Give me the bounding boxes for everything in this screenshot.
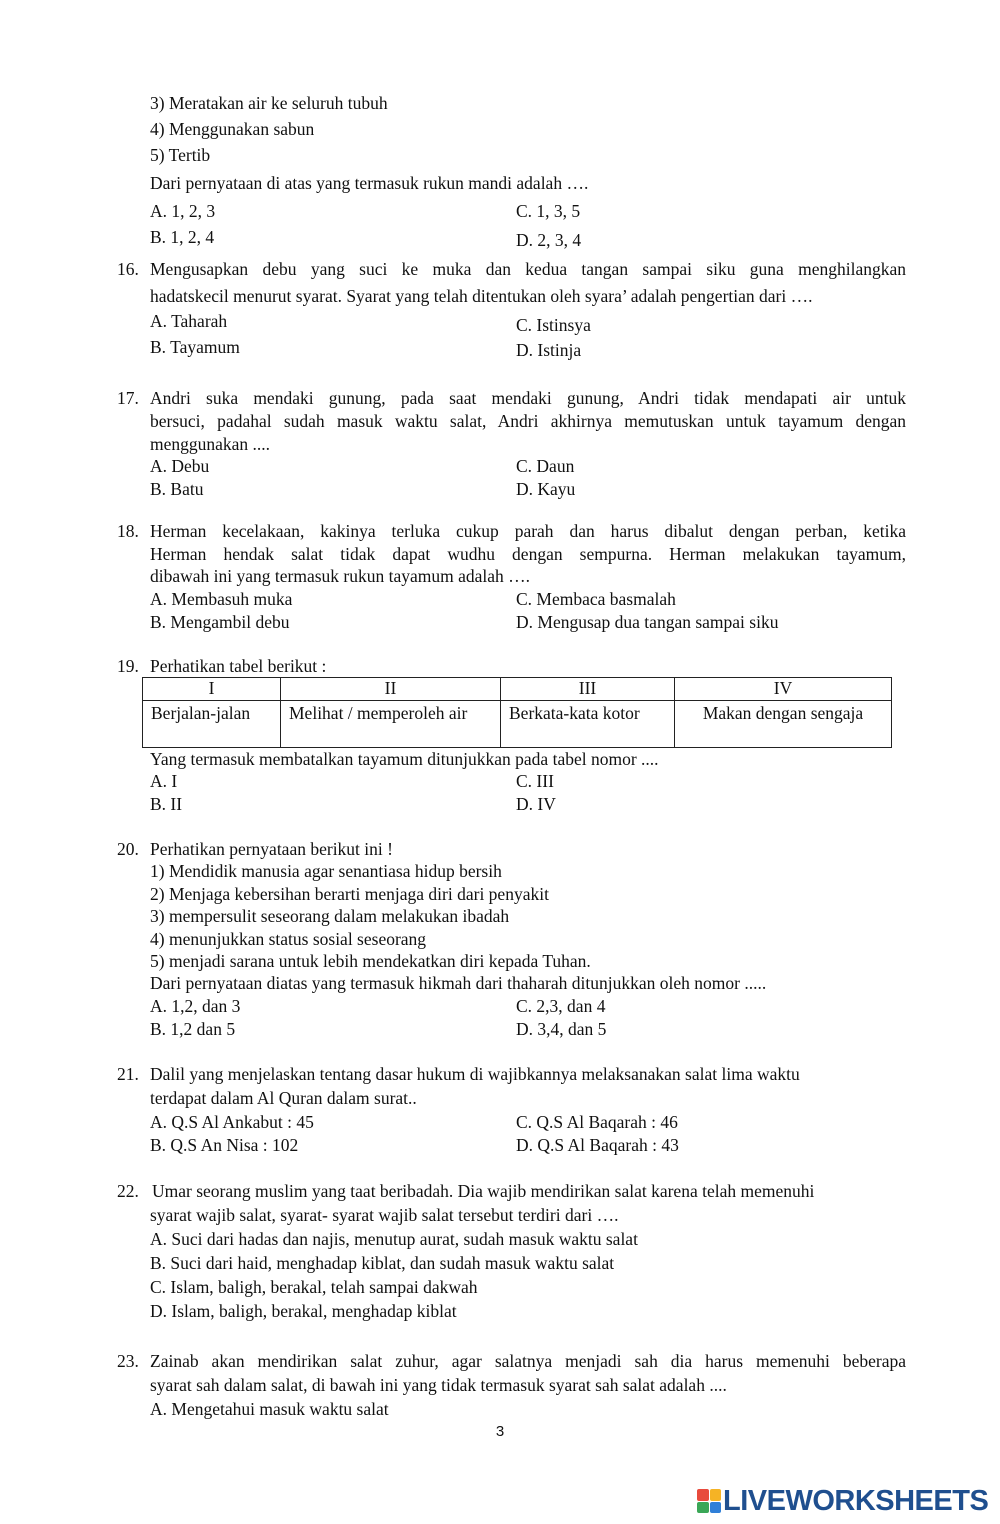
q23-text-line-2: syarat sah dalam salat, di bawah ini yang tidak termasuk syarat sah salat adalah .... (150, 1375, 727, 1395)
q15-item-5: 5) Tertib (150, 145, 211, 165)
q20-option-b[interactable]: B. 1,2 dan 5 (150, 1019, 236, 1039)
logo-square-yellow (710, 1489, 722, 1501)
q20-item-1: 1) Mendidik manusia agar senantiasa hidup bersih (150, 861, 502, 881)
liveworksheets-logo-icon (697, 1489, 721, 1513)
page-number: 3 (495, 1423, 505, 1440)
q19-table-header-4: IV (675, 678, 892, 701)
q19-table-header-1: I (143, 678, 281, 701)
q20-option-c[interactable]: C. 2,3, dan 4 (516, 996, 606, 1016)
q19-table-header-3: III (501, 678, 675, 701)
q18-option-c[interactable]: C. Membaca basmalah (516, 589, 676, 609)
q15-option-b[interactable]: B. 1, 2, 4 (150, 227, 215, 247)
q18-text-line-1: Herman kecelakaan, kakinya terluka cukup parah dan harus dibalut dengan perban, ketika (150, 521, 906, 541)
q23-text-line-1: Zainab akan mendirikan salat zuhur, agar salatnya menjadi sah dia harus memenuhi beberapa (150, 1351, 906, 1371)
q19-table-cell-3: Berkata-kata kotor (501, 701, 675, 748)
q19-number: 19. (117, 656, 139, 676)
q16-number: 16. (117, 259, 139, 279)
brand-name: LIVEWORKSHEETS (723, 1484, 989, 1517)
q19-table-cell-2: Melihat / memperoleh air (281, 701, 501, 748)
q22-text-line-1: Umar seorang muslim yang taat beribadah. Dia wajib mendirikan salat karena telah memenuhi (152, 1181, 815, 1201)
q19-option-b[interactable]: B. II (150, 794, 183, 814)
q19-table-header-row (143, 678, 892, 701)
q16-option-b[interactable]: B. Tayamum (150, 337, 240, 357)
q19-table-cell-1: Berjalan-jalan (143, 701, 281, 748)
q19-option-d[interactable]: D. IV (516, 794, 556, 814)
q19-table-cell-4: Makan dengan sengaja (675, 701, 892, 748)
q17-option-b[interactable]: B. Batu (150, 479, 204, 499)
q17-text-line-3: menggunakan .... (150, 434, 271, 454)
q21-option-a[interactable]: A. Q.S Al Ankabut : 45 (150, 1112, 314, 1132)
q20-item-5: 5) menjadi sarana untuk lebih mendekatkan diri kepada Tuhan. (150, 951, 591, 971)
logo-square-green (697, 1502, 709, 1514)
q22-text-line-2: syarat wajib salat, syarat- syarat wajib salat tersebut terdiri dari …. (150, 1205, 619, 1225)
q17-number: 17. (117, 388, 139, 408)
q20-option-d[interactable]: D. 3,4, dan 5 (516, 1019, 607, 1039)
q17-text-line-1: Andri suka mendaki gunung, pada saat mendaki gunung, Andri tidak mendapati air untuk (150, 388, 906, 408)
logo-square-red (697, 1489, 709, 1501)
q15-option-c[interactable]: C. 1, 3, 5 (516, 201, 581, 221)
q20-intro: Perhatikan pernyataan berikut ini ! (150, 839, 393, 859)
q20-item-2: 2) Menjaga kebersihan berarti menjaga diri dari penyakit (150, 884, 549, 904)
q21-text-line-1: Dalil yang menjelaskan tentang dasar hukum di wajibkannya melaksanakan salat lima waktu (150, 1064, 800, 1084)
q19-option-a[interactable]: A. I (150, 771, 178, 791)
q15-option-a[interactable]: A. 1, 2, 3 (150, 201, 216, 221)
q17-option-a[interactable]: A. Debu (150, 456, 210, 476)
q16-text-line-2: hadatskecil menurut syarat. Syarat yang telah ditentukan oleh syara’ adalah pengertian dari …. (150, 286, 813, 306)
q21-option-c[interactable]: C. Q.S Al Baqarah : 46 (516, 1112, 678, 1132)
q15-question: Dari pernyataan di atas yang termasuk rukun mandi adalah …. (150, 173, 589, 193)
q21-text-line-2: terdapat dalam Al Quran dalam surat.. (150, 1088, 417, 1108)
q19-intro: Perhatikan tabel berikut : (150, 656, 327, 676)
q22-option-d[interactable]: D. Islam, baligh, berakal, menghadap kiblat (150, 1301, 457, 1321)
q15-item-4: 4) Menggunakan sabun (150, 119, 315, 139)
q20-question: Dari pernyataan diatas yang termasuk hikmah dari thaharah ditunjukkan oleh nomor ..... (150, 973, 767, 993)
q18-option-b[interactable]: B. Mengambil debu (150, 612, 290, 632)
q17-option-d[interactable]: D. Kayu (516, 479, 576, 499)
q16-option-a[interactable]: A. Taharah (150, 311, 228, 331)
q16-text-line-1: Mengusapkan debu yang suci ke muka dan kedua tangan sampai siku guna menghilangkan (150, 259, 906, 279)
q20-item-4: 4) menunjukkan status sosial seseorang (150, 929, 427, 949)
q18-option-a[interactable]: A. Membasuh muka (150, 589, 293, 609)
q15-option-d[interactable]: D. 2, 3, 4 (516, 230, 582, 250)
q18-text-line-3: dibawah ini yang termasuk rukun tayamum adalah …. (150, 566, 531, 586)
q21-number: 21. (117, 1064, 139, 1084)
q22-option-b[interactable]: B. Suci dari haid, menghadap kiblat, dan sudah masuk waktu salat (150, 1253, 615, 1273)
q22-option-a[interactable]: A. Suci dari hadas dan najis, menutup aurat, sudah masuk waktu salat (150, 1229, 638, 1249)
q19-table-header-2: II (281, 678, 501, 701)
q22-option-c[interactable]: C. Islam, baligh, berakal, telah sampai dakwah (150, 1277, 478, 1297)
q19-option-c[interactable]: C. III (516, 771, 554, 791)
q18-text-line-2: Herman hendak salat tidak dapat wudhu dengan sempurna. Herman melakukan tayamum, (150, 544, 906, 564)
q20-number: 20. (117, 839, 139, 859)
liveworksheets-brand (697, 1481, 988, 1521)
q16-option-d[interactable]: D. Istinja (516, 340, 582, 360)
q23-option-a[interactable]: A. Mengetahui masuk waktu salat (150, 1399, 389, 1419)
q18-number: 18. (117, 521, 139, 541)
q17-text-line-2: bersuci, padahal sudah masuk waktu salat, Andri akhirnya memutuskan untuk tayamum dengan (150, 411, 906, 431)
q22-number: 22. (117, 1181, 139, 1201)
q19-question: Yang termasuk membatalkan tayamum ditunjukkan pada tabel nomor .... (150, 749, 659, 769)
q19-table (142, 677, 892, 748)
q23-number: 23. (117, 1351, 139, 1371)
q20-option-a[interactable]: A. 1,2, dan 3 (150, 996, 241, 1016)
q21-option-b[interactable]: B. Q.S An Nisa : 102 (150, 1135, 299, 1155)
q15-item-3: 3) Meratakan air ke seluruh tubuh (150, 93, 388, 113)
q20-item-3: 3) mempersulit seseorang dalam melakukan ibadah (150, 906, 510, 926)
logo-square-blue (710, 1502, 722, 1514)
q19-table-body-row (143, 701, 892, 748)
q16-option-c[interactable]: C. Istinsya (516, 315, 591, 335)
q21-option-d[interactable]: D. Q.S Al Baqarah : 43 (516, 1135, 679, 1155)
q18-option-d[interactable]: D. Mengusap dua tangan sampai siku (516, 612, 779, 632)
q17-option-c[interactable]: C. Daun (516, 456, 575, 476)
